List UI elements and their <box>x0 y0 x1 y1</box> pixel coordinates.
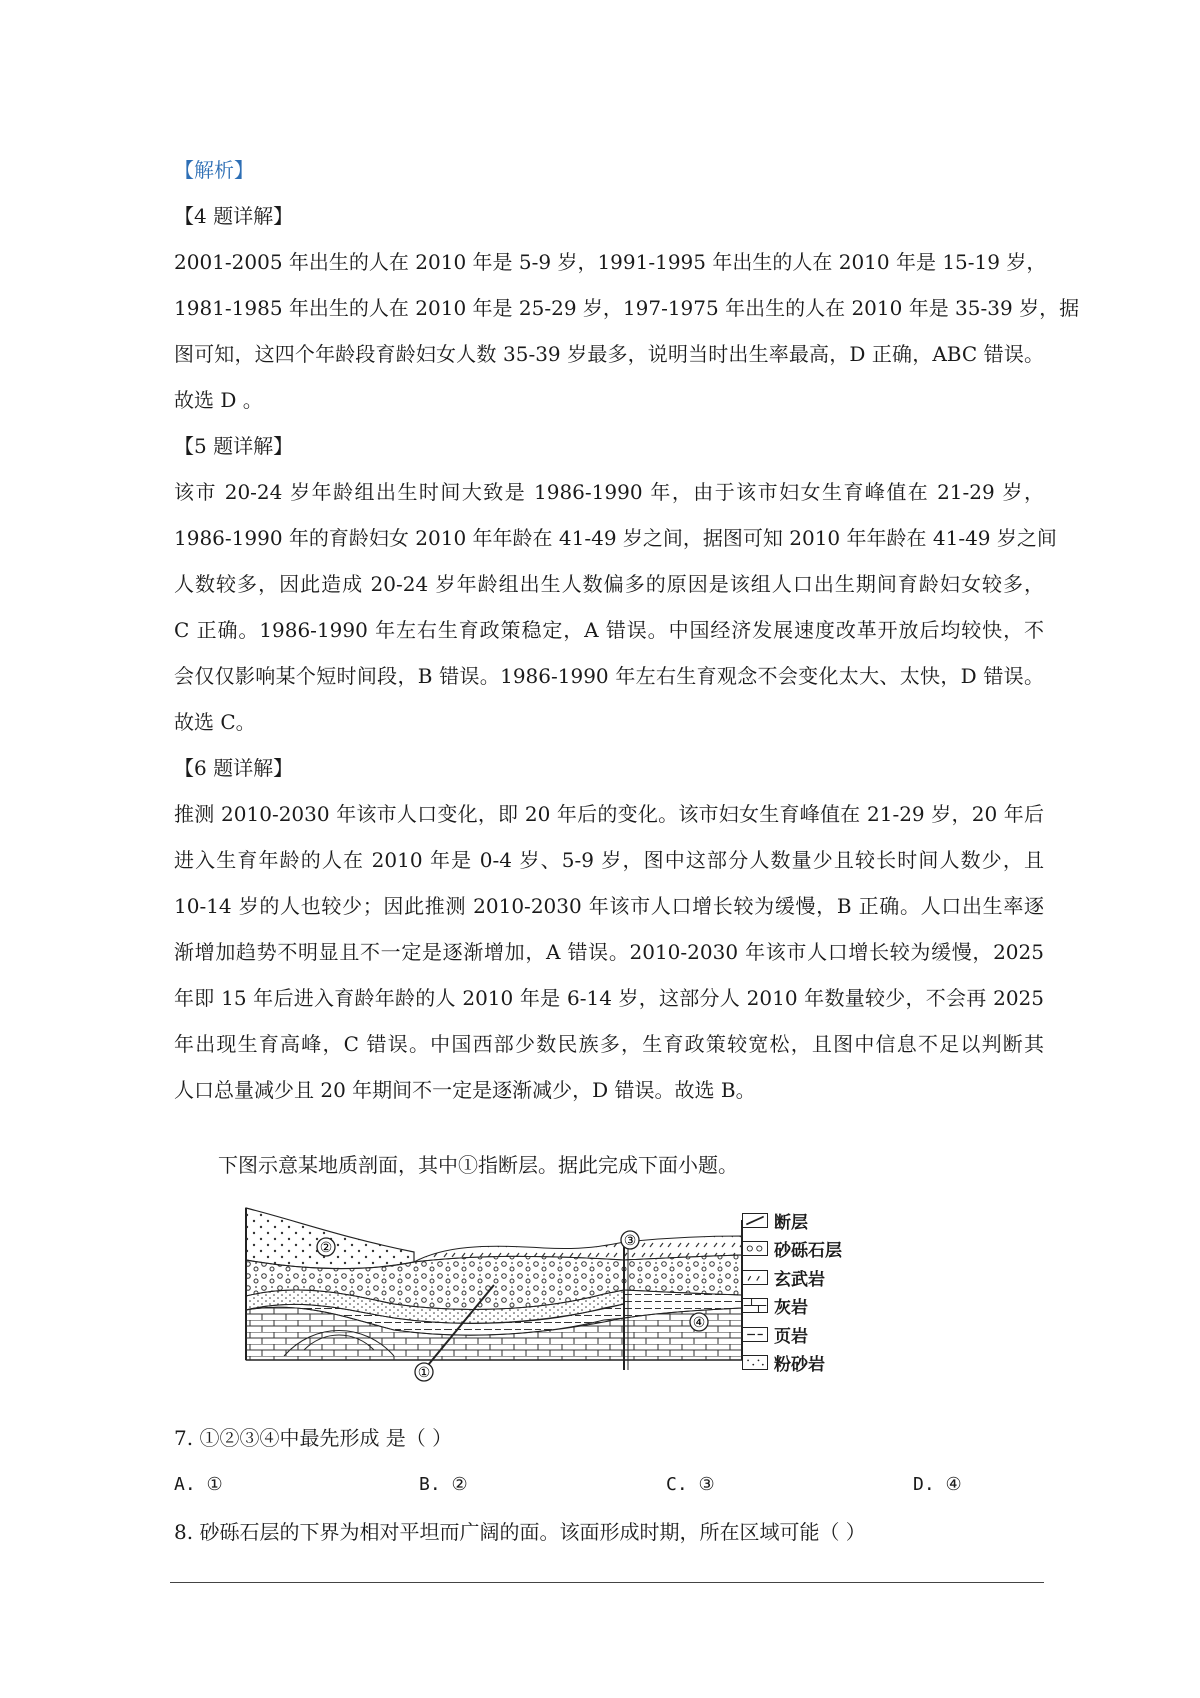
q5-line-5: 会仅仅影响某个短时间段，B 错误。1986-1990 年左右生育观念不会变化太大、太快，D 错误。 <box>174 664 1044 688</box>
q5-heading: 【5 题详解】 <box>174 434 294 458</box>
q6-line-3: 10-14 岁的人也较少；因此推测 2010-2030 年该市人口增长较为缓慢，B 正确。人口出生率逐 <box>174 894 1044 918</box>
marker-3: ③ <box>623 1233 637 1249</box>
gravel-swatch-icon <box>742 1241 768 1256</box>
q7-option-d[interactable]: D. ④ <box>913 1474 962 1495</box>
q6-line-2: 进入生育年龄的人在 2010 年是 0-4 岁、5-9 岁，图中这部分人数量少且较长时间人数少，且 <box>174 848 1044 872</box>
q7-option-b[interactable]: B. ② <box>419 1474 468 1495</box>
legend-label: 玄武岩 <box>774 1269 825 1290</box>
footer-rule <box>170 1582 1044 1583</box>
marker-1: ① <box>417 1365 431 1381</box>
legend-label: 页岩 <box>774 1326 808 1347</box>
analysis-label: 【解析】 <box>174 158 254 182</box>
basalt-swatch-icon <box>742 1270 768 1285</box>
legend-item-shale <box>742 1320 882 1349</box>
marker-4: ④ <box>692 1315 706 1331</box>
q5-line-2: 1986-1990 年的育龄妇女 2010 年年龄在 41-49 岁之间，据图可知 2010 年年龄在 41-49 岁之间 <box>174 526 1057 550</box>
siltstone-swatch-icon <box>742 1355 768 1370</box>
legend-item-gravel <box>742 1235 882 1264</box>
q7-stem: 7. ①②③④中最先形成 是（ ） <box>174 1426 453 1450</box>
legend-label: 断层 <box>774 1212 808 1233</box>
q5-line-1: 该市 20-24 岁年龄组出生时间大致是 1986-1990 年，由于该市妇女生育峰值在 21-29 岁， <box>174 480 1044 504</box>
q6-line-6: 年出现生育高峰，C 错误。中国西部少数民族多，生育政策较宽松，且图中信息不足以判断其 <box>174 1032 1044 1056</box>
legend-item-limestone <box>742 1292 882 1321</box>
legend-item-basalt <box>742 1263 882 1292</box>
q4-line-2: 1981-1985 年出生的人在 2010 年是 25-29 岁，197-1975 年出生的人在 2010 年是 35-39 岁，据 <box>174 296 1080 320</box>
q6-line-5: 年即 15 年后进入育龄年龄的人 2010 年是 6-14 岁，这部分人 2010 年数量较少，不会再 2025 <box>174 986 1044 1010</box>
limestone-swatch-icon <box>742 1298 768 1313</box>
legend-label: 灰岩 <box>774 1298 808 1319</box>
q5-line-3: 人数较多，因此造成 20-24 岁年龄组出生人数偏多的原因是该组人口出生期间育龄妇女较多， <box>174 572 1044 596</box>
q6-heading: 【6 题详解】 <box>174 756 294 780</box>
legend-label: 粉砂岩 <box>774 1355 825 1376</box>
shale-swatch-icon <box>742 1327 768 1342</box>
legend-label: 砂砾石层 <box>774 1241 842 1262</box>
legend-item-fault <box>742 1206 882 1235</box>
q5-line-4: C 正确。1986-1990 年左右生育政策稳定，A 错误。中国经济发展速度改革开放后均较快，不 <box>174 618 1044 642</box>
fault-swatch-icon <box>742 1213 768 1228</box>
q4-line-3: 图可知，这四个年龄段育龄妇女人数 35-39 岁最多，说明当时出生率最高，D 正确，ABC 错误。 <box>174 342 1044 366</box>
legend-item-siltstone <box>742 1349 882 1378</box>
figure-legend <box>742 1206 882 1377</box>
q5-line-6: 故选 C。 <box>174 710 256 734</box>
q8-stem: 8. 砂砾石层的下界为相对平坦而广阔的面。该面形成时期，所在区域可能（ ） <box>174 1520 866 1544</box>
q6-line-1: 推测 2010-2030 年该市人口变化，即 20 年后的变化。该市妇女生育峰值在 21-29 岁，20 年后 <box>174 802 1044 826</box>
q4-heading: 【4 题详解】 <box>174 204 294 228</box>
q4-line-4: 故选 D 。 <box>174 388 263 412</box>
q4-line-1: 2001-2005 年出生的人在 2010 年是 5-9 岁，1991-1995 年出生的人在 2010 年是 15-19 岁， <box>174 250 1047 274</box>
q7-option-c[interactable]: C. ③ <box>666 1474 715 1495</box>
q6-line-7: 人口总量减少且 20 年期间不一定是逐渐减少，D 错误。故选 B。 <box>174 1078 756 1102</box>
figure-intro: 下图示意某地质剖面，其中①指断层。据此完成下面小题。 <box>218 1153 738 1177</box>
q6-line-4: 渐增加趋势不明显且不一定是逐渐增加，A 错误。2010-2030 年该市人口增长较为缓慢，2025 <box>174 940 1044 964</box>
q7-option-a[interactable]: A. ① <box>174 1474 223 1495</box>
marker-2: ② <box>319 1240 333 1256</box>
